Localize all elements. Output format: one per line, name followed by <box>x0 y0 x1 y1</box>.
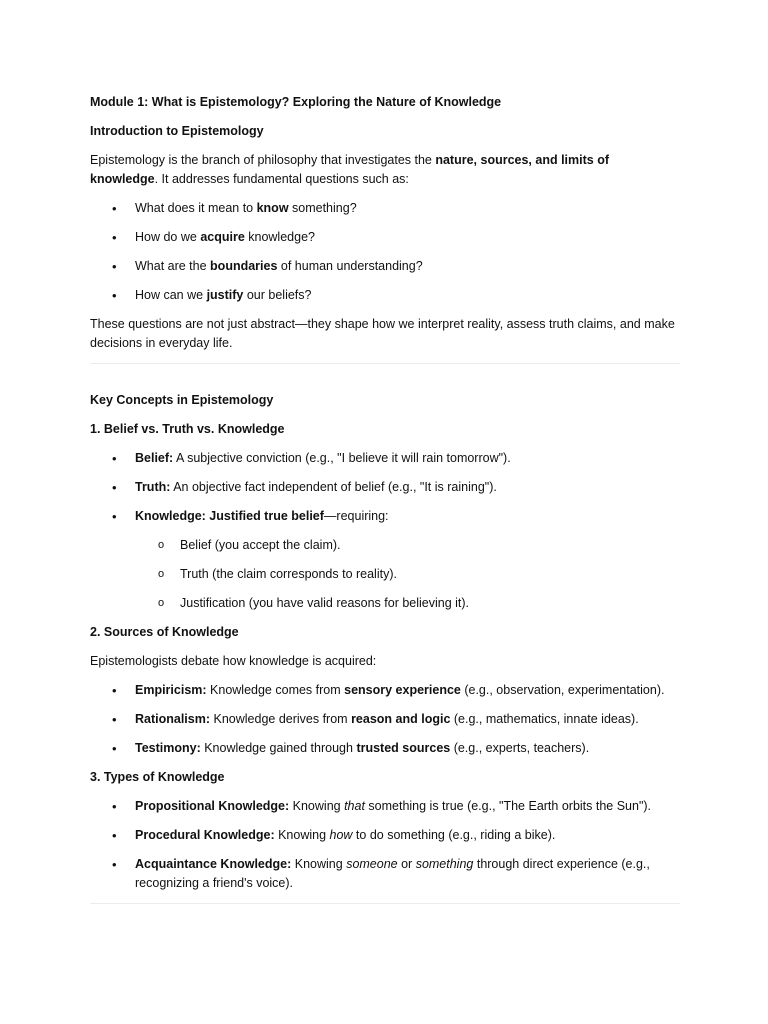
subsection-heading-1: 1. Belief vs. Truth vs. Knowledge <box>90 422 285 436</box>
subsection-heading-3: 3. Types of Knowledge <box>90 770 225 784</box>
bold-run: Knowledge: Justified true belief <box>135 509 324 523</box>
text-run: A subjective conviction (e.g., "I believe it will rain tomorrow"). <box>173 451 511 465</box>
sub-list-item: o Belief (you accept the claim). <box>90 536 680 555</box>
document-body <box>90 93 680 931</box>
text-run: —requiring: <box>323 509 389 523</box>
list-item <box>90 797 680 816</box>
text-run: our beliefs? <box>243 288 312 302</box>
text-run: Knowing <box>291 857 347 871</box>
list-item <box>90 228 680 247</box>
bold-run: reason and logic <box>351 712 451 726</box>
bold-run: Propositional Knowledge: <box>135 799 290 813</box>
italic-run: someone <box>346 857 398 871</box>
sub-list-item: o Truth (the claim corresponds to reality). <box>90 565 680 584</box>
italic-run: how <box>329 828 353 842</box>
text-run: through direct experience (e.g., recognizing a friend's voice). <box>135 857 650 890</box>
bold-run: Belief: <box>135 451 174 465</box>
text-run: Knowledge derives from <box>210 712 352 726</box>
section-divider <box>90 903 680 904</box>
list-item <box>90 478 680 497</box>
text-run: How do we <box>135 230 201 244</box>
module-title: Module 1: What is Epistemology? Exploring the Nature of Knowledge <box>90 95 502 109</box>
list-item <box>90 855 680 893</box>
bold-run: Testimony: <box>135 741 201 755</box>
text-run: or <box>397 857 416 871</box>
bold-run: Procedural Knowledge: <box>135 828 275 842</box>
text-run: Knowledge comes from <box>206 683 345 697</box>
section-divider <box>90 363 680 364</box>
list-item <box>90 449 680 468</box>
bold-run: acquire <box>200 230 245 244</box>
text-run: to do something (e.g., riding a bike). <box>352 828 556 842</box>
intro-heading: Introduction to Epistemology <box>90 124 264 138</box>
bold-run: know <box>256 201 289 215</box>
list-item <box>90 681 680 700</box>
text-run: Knowledge gained through <box>200 741 357 755</box>
text-run: Epistemology is the branch of philosophy that investigates the <box>90 153 436 167</box>
intro-paragraph <box>90 151 680 189</box>
bold-run: Acquaintance Knowledge: <box>135 857 292 871</box>
list-item <box>90 286 680 305</box>
bold-run: justify <box>206 288 244 302</box>
list-item <box>90 507 680 526</box>
text-run: How can we <box>135 288 207 302</box>
belief-truth-list <box>90 449 680 613</box>
text-run: something? <box>288 201 357 215</box>
italic-run: something <box>415 857 474 871</box>
subsection-heading-2: 2. Sources of Knowledge <box>90 625 239 639</box>
text-run: What are the <box>135 259 211 273</box>
bold-run: nature, sources, and limits of knowledge <box>90 153 609 186</box>
list-item <box>90 739 680 758</box>
list-item <box>90 826 680 845</box>
bold-run: sensory experience <box>344 683 461 697</box>
sources-list <box>90 681 680 758</box>
text-run: (e.g., mathematics, innate ideas). <box>450 712 639 726</box>
sub-list-item: o Justification (you have valid reasons for believing it). <box>90 594 680 613</box>
intro-closing-paragraph: These questions are not just abstract—they shape how we interpret reality, assess truth claims, and make decisions in everyday life. <box>90 317 675 350</box>
text-run: (e.g., experts, teachers). <box>450 741 590 755</box>
text-run: An objective fact independent of belief (e.g., "It is raining"). <box>170 480 497 494</box>
bold-run: Empiricism: <box>135 683 207 697</box>
text-run: of human understanding? <box>277 259 423 273</box>
list-item <box>90 257 680 276</box>
types-list <box>90 797 680 893</box>
bold-run: trusted sources <box>356 741 451 755</box>
italic-run: that <box>344 799 365 813</box>
concepts-heading: Key Concepts in Epistemology <box>90 393 274 407</box>
text-run: . It addresses fundamental questions such as: <box>154 172 409 186</box>
bold-run: boundaries <box>210 259 278 273</box>
list-item <box>90 199 680 218</box>
text-run: knowledge? <box>244 230 315 244</box>
bold-run: Truth: <box>135 480 171 494</box>
text-run: Knowing <box>289 799 345 813</box>
text-run: What does it mean to <box>135 201 257 215</box>
text-run: Knowing <box>274 828 330 842</box>
bold-run: Rationalism: <box>135 712 211 726</box>
question-list <box>90 199 680 305</box>
text-run: (e.g., observation, experimentation). <box>460 683 665 697</box>
text-run: something is true (e.g., "The Earth orbits the Sun"). <box>364 799 652 813</box>
sources-intro: Epistemologists debate how knowledge is acquired: <box>90 654 377 668</box>
list-item <box>90 710 680 729</box>
